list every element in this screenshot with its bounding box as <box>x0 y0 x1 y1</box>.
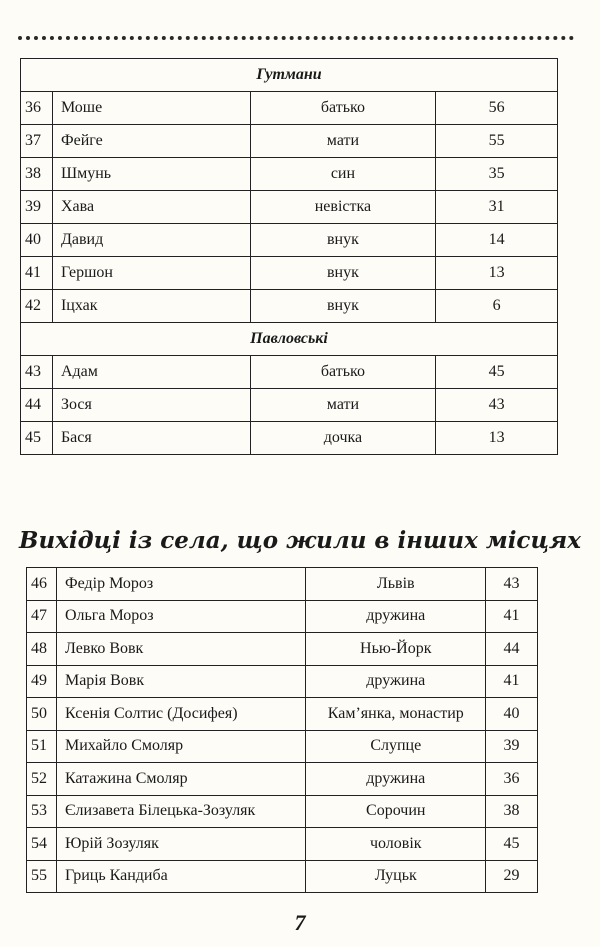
table-row <box>21 389 558 422</box>
age: 35 <box>436 158 558 191</box>
age: 14 <box>436 224 558 257</box>
person-name: Бася <box>52 422 250 455</box>
row-number: 45 <box>21 422 53 455</box>
place: Луцьк <box>306 860 486 893</box>
table-row <box>27 568 538 601</box>
age: 36 <box>486 763 538 796</box>
place: чоловік <box>306 828 486 861</box>
relation: внук <box>250 290 436 323</box>
table-row <box>27 730 538 763</box>
relation: мати <box>250 125 436 158</box>
age: 45 <box>436 356 558 389</box>
relation: внук <box>250 224 436 257</box>
age: 31 <box>436 191 558 224</box>
row-number: 43 <box>21 356 53 389</box>
age: 43 <box>436 389 558 422</box>
age: 13 <box>436 422 558 455</box>
person-name: Юрій Зозуляк <box>56 828 305 861</box>
row-number: 42 <box>21 290 53 323</box>
table-row <box>27 665 538 698</box>
row-number: 40 <box>21 224 53 257</box>
person-name: Фейге <box>52 125 250 158</box>
table-row <box>27 860 538 893</box>
person-name: Марія Вовк <box>56 665 305 698</box>
table-row <box>21 158 558 191</box>
table-row <box>27 600 538 633</box>
relation: дочка <box>250 422 436 455</box>
age: 6 <box>436 290 558 323</box>
row-number: 38 <box>21 158 53 191</box>
person-name: Зося <box>52 389 250 422</box>
row-number: 47 <box>27 600 57 633</box>
person-name: Михайло Смоляр <box>56 730 305 763</box>
place: Львів <box>306 568 486 601</box>
row-number: 52 <box>27 763 57 796</box>
age: 43 <box>486 568 538 601</box>
place: дружина <box>306 600 486 633</box>
page-number: 7 <box>294 910 306 935</box>
person-name: Федір Мороз <box>56 568 305 601</box>
age: 39 <box>486 730 538 763</box>
age: 55 <box>436 125 558 158</box>
row-number: 48 <box>27 633 57 666</box>
table-row <box>21 257 558 290</box>
row-number: 53 <box>27 795 57 828</box>
person-name: Ольга Мороз <box>56 600 305 633</box>
person-name: Єлизавета Білецька-Зозуляк <box>56 795 305 828</box>
table-row <box>21 191 558 224</box>
table-row <box>21 92 558 125</box>
row-number: 44 <box>21 389 53 422</box>
row-number: 49 <box>27 665 57 698</box>
person-name: Моше <box>52 92 250 125</box>
table-row <box>21 422 558 455</box>
family-name: Павловські <box>21 323 558 356</box>
person-name: Давид <box>52 224 250 257</box>
age: 41 <box>486 600 538 633</box>
family-name: Гутмани <box>21 59 558 92</box>
emigrants-table <box>26 567 538 893</box>
age: 38 <box>486 795 538 828</box>
age: 40 <box>486 698 538 731</box>
place: дружина <box>306 665 486 698</box>
person-name: Гриць Кандиба <box>56 860 305 893</box>
person-name: Ксенія Солтис (Досифея) <box>56 698 305 731</box>
age: 44 <box>486 633 538 666</box>
row-number: 39 <box>21 191 53 224</box>
relation: батько <box>250 92 436 125</box>
row-number: 54 <box>27 828 57 861</box>
relation: невістка <box>250 191 436 224</box>
dotted-rule <box>18 36 574 40</box>
row-number: 50 <box>27 698 57 731</box>
person-name: Левко Вовк <box>56 633 305 666</box>
section-heading: Вихідці із села, що жили в інших місцях <box>19 527 581 554</box>
table-row <box>21 290 558 323</box>
table-row <box>21 224 558 257</box>
family-table-body <box>21 59 558 455</box>
row-number: 51 <box>27 730 57 763</box>
relation: мати <box>250 389 436 422</box>
table-row <box>27 698 538 731</box>
place: Нью-Йорк <box>306 633 486 666</box>
family-group-header <box>21 59 558 92</box>
row-number: 55 <box>27 860 57 893</box>
row-number: 36 <box>21 92 53 125</box>
place: Сорочин <box>306 795 486 828</box>
table-row <box>27 828 538 861</box>
table-row <box>27 795 538 828</box>
relation: син <box>250 158 436 191</box>
person-name: Хава <box>52 191 250 224</box>
age: 13 <box>436 257 558 290</box>
relation: батько <box>250 356 436 389</box>
place: Слупце <box>306 730 486 763</box>
age: 45 <box>486 828 538 861</box>
person-name: Адам <box>52 356 250 389</box>
person-name: Гершон <box>52 257 250 290</box>
row-number: 41 <box>21 257 53 290</box>
place: дружина <box>306 763 486 796</box>
family-table <box>20 58 558 455</box>
place: Кам’янка, монастир <box>306 698 486 731</box>
table-row <box>21 356 558 389</box>
person-name: Шмунь <box>52 158 250 191</box>
person-name: Іцхак <box>52 290 250 323</box>
table-row <box>27 763 538 796</box>
age: 41 <box>486 665 538 698</box>
table-row <box>21 125 558 158</box>
row-number: 46 <box>27 568 57 601</box>
row-number: 37 <box>21 125 53 158</box>
table-row <box>27 633 538 666</box>
person-name: Катажина Смоляр <box>56 763 305 796</box>
age: 29 <box>486 860 538 893</box>
relation: внук <box>250 257 436 290</box>
family-group-header <box>21 323 558 356</box>
emigrants-table-body <box>27 568 538 893</box>
age: 56 <box>436 92 558 125</box>
